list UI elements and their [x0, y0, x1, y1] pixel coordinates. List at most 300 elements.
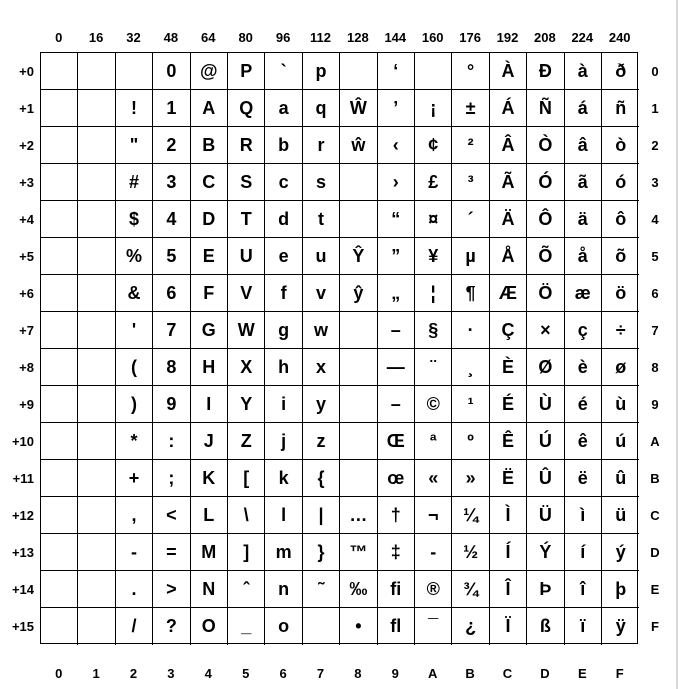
glyph-cell	[41, 238, 78, 275]
glyph-cell	[41, 608, 78, 645]
column-hex-label: A	[428, 666, 438, 681]
glyph-cell: Õ	[527, 238, 564, 275]
glyph-cell: ú	[602, 423, 639, 460]
glyph-cell: (	[116, 349, 153, 386]
glyph-cell: ×	[527, 312, 564, 349]
glyph-cell: ÿ	[615, 616, 626, 636]
glyph-cell: e	[265, 238, 302, 275]
glyph-cell: -	[116, 534, 153, 571]
glyph-cell: Ù	[527, 386, 564, 423]
row-header: +8	[19, 360, 34, 375]
glyph-cell: Ô	[527, 201, 564, 238]
row-header: +9	[19, 397, 34, 412]
glyph-cell: ›	[378, 164, 415, 201]
glyph-cell: K	[191, 460, 228, 497]
glyph-cell: d	[265, 201, 302, 238]
glyph-cell: î	[565, 571, 602, 608]
glyph-cell: J	[191, 423, 228, 460]
glyph-cell: Î	[490, 571, 527, 608]
glyph-cell	[41, 386, 78, 423]
glyph-cell: f	[265, 275, 302, 312]
glyph-cell: á	[565, 90, 602, 127]
glyph-cell: Í	[490, 534, 527, 571]
glyph-cell	[78, 201, 115, 238]
glyph-cell: o	[265, 608, 302, 645]
glyph-cell	[78, 53, 115, 90]
glyph-cell	[340, 460, 377, 497]
glyph-cell: 8	[153, 349, 190, 386]
glyph-cell: ²	[452, 127, 489, 164]
glyph-cell: Ä	[490, 201, 527, 238]
column-header: 208	[534, 30, 556, 45]
glyph-cell: –	[378, 312, 415, 349]
glyph-cell	[41, 571, 78, 608]
glyph-cell: _	[228, 608, 265, 645]
glyph-cell: ì	[565, 497, 602, 534]
glyph-cell: µ	[452, 238, 489, 275]
glyph-cell: é	[565, 386, 602, 423]
glyph-cell: æ	[565, 275, 602, 312]
column-header: 176	[459, 30, 481, 45]
glyph-cell: ﬂ	[378, 608, 415, 645]
glyph-cell: •	[340, 608, 377, 645]
glyph-cell: 6	[153, 275, 190, 312]
glyph-cell: ¾	[452, 571, 489, 608]
glyph-cell: ½	[452, 534, 489, 571]
glyph-cell	[41, 460, 78, 497]
glyph-cell: G	[191, 312, 228, 349]
glyph-cell: ±	[452, 90, 489, 127]
glyph-cell: ”	[378, 238, 415, 275]
glyph-cell: `	[265, 53, 302, 90]
glyph-cell: a	[265, 90, 302, 127]
glyph-cell: ‡	[378, 534, 415, 571]
glyph-cell: Ŷ	[340, 238, 377, 275]
glyph-cell	[41, 90, 78, 127]
glyph-cell: V	[228, 275, 265, 312]
glyph-cell	[41, 127, 78, 164]
glyph-cell: ß	[527, 608, 564, 645]
glyph-cell	[78, 497, 115, 534]
glyph-cell	[41, 312, 78, 349]
column-hex-label: 8	[354, 666, 362, 681]
glyph-cell: À	[490, 53, 527, 90]
glyph-cell: L	[191, 497, 228, 534]
glyph-cell: É	[490, 386, 527, 423]
glyph-cell: Ê	[490, 423, 527, 460]
glyph-cell	[340, 312, 377, 349]
glyph-cell: 2	[153, 127, 190, 164]
glyph-cell: l	[265, 497, 302, 534]
row-header: +12	[11, 508, 34, 523]
glyph-cell: Ø	[527, 349, 564, 386]
row-hex-label: 9	[651, 397, 659, 412]
glyph-cell: Æ	[490, 275, 527, 312]
glyph-cell: ·	[452, 312, 489, 349]
glyph-cell	[41, 534, 78, 571]
glyph-cell	[78, 164, 115, 201]
glyph-cell: 0	[153, 53, 190, 90]
glyph-cell: ¥	[415, 238, 452, 275]
row-hex-label: 6	[651, 286, 659, 301]
glyph-cell: ÷	[602, 312, 639, 349]
glyph-cell: †	[378, 497, 415, 534]
glyph-cell: ª	[415, 423, 452, 460]
column-header: 96	[275, 30, 291, 45]
glyph-cell: ¦	[415, 275, 452, 312]
glyph-cell: Ý	[527, 534, 564, 571]
glyph-cell	[41, 497, 78, 534]
glyph-cell	[415, 53, 452, 90]
glyph-cell: n	[265, 571, 302, 608]
glyph-cell: ¿	[452, 608, 489, 645]
glyph-cell: %	[116, 238, 153, 275]
glyph-cell: “	[378, 201, 415, 238]
glyph-cell: ó	[602, 164, 639, 201]
glyph-cell: ŵ	[340, 127, 377, 164]
glyph-cell: w	[303, 312, 340, 349]
row-header: +10	[11, 434, 34, 449]
glyph-cell: õ	[602, 238, 639, 275]
glyph-cell: ®	[415, 571, 452, 608]
glyph-cell	[78, 608, 115, 645]
glyph-cell: ø	[602, 349, 639, 386]
glyph-cell: C	[191, 164, 228, 201]
glyph-cell: è	[565, 349, 602, 386]
column-hex-label: 5	[242, 666, 250, 681]
glyph-cell: Ç	[490, 312, 527, 349]
column-header: 48	[163, 30, 179, 45]
glyph-cell: S	[228, 164, 265, 201]
glyph-cell: u	[303, 238, 340, 275]
column-hex-label: D	[540, 666, 550, 681]
glyph-cell: &	[116, 275, 153, 312]
glyph-cell: Ú	[527, 423, 564, 460]
row-hex-label: 0	[651, 64, 659, 79]
row-header: +14	[11, 582, 34, 597]
glyph-cell: 7	[153, 312, 190, 349]
glyph-cell: ö	[602, 275, 639, 312]
glyph-cell: ð	[602, 53, 639, 90]
glyph-cell: z	[303, 423, 340, 460]
glyph-cell: ‘	[378, 53, 415, 90]
glyph-cell: D	[191, 201, 228, 238]
glyph-cell: Ö	[527, 275, 564, 312]
glyph-cell: ;	[153, 460, 190, 497]
row-hex-label: 8	[651, 360, 659, 375]
column-header: 32	[126, 30, 141, 45]
row-header: +0	[19, 64, 34, 79]
glyph-cell: y	[303, 386, 340, 423]
glyph-cell: !	[116, 90, 153, 127]
glyph-cell: ŷ	[340, 275, 377, 312]
glyph-cell: …	[340, 497, 377, 534]
glyph-cell: ä	[565, 201, 602, 238]
glyph-cell	[78, 386, 115, 423]
glyph-cell	[78, 534, 115, 571]
row-hex-label: D	[650, 545, 660, 560]
glyph-cell: ¨	[415, 349, 452, 386]
glyph-cell: 4	[153, 201, 190, 238]
glyph-cell: "	[116, 127, 153, 164]
glyph-cell: Ñ	[527, 90, 564, 127]
glyph-cell: â	[565, 127, 602, 164]
glyph-cell: H	[191, 349, 228, 386]
glyph-cell: ë	[565, 460, 602, 497]
glyph-cell	[41, 53, 78, 90]
row-hex-label: 5	[651, 249, 659, 264]
glyph-cell: Ò	[527, 127, 564, 164]
glyph-cell: Ŵ	[340, 90, 377, 127]
glyph-cell: Û	[527, 460, 564, 497]
glyph-cell: Q	[228, 90, 265, 127]
glyph-cell: .	[116, 571, 153, 608]
glyph-cell	[78, 312, 115, 349]
glyph-cell: –	[378, 386, 415, 423]
glyph-cell: F	[191, 275, 228, 312]
row-hex-label: 1	[651, 101, 659, 116]
glyph-cell: N	[191, 571, 228, 608]
glyph-cell: Å	[490, 238, 527, 275]
glyph-cell: »	[452, 460, 489, 497]
glyph-cell: ý	[602, 534, 639, 571]
glyph-cell: £	[415, 164, 452, 201]
row-header: +15	[11, 619, 34, 634]
glyph-cell: ê	[565, 423, 602, 460]
row-hex-label: F	[651, 619, 659, 634]
glyph-cell: Â	[490, 127, 527, 164]
glyph-cell	[78, 238, 115, 275]
glyph-cell: {	[303, 460, 340, 497]
glyph-cell: q	[303, 90, 340, 127]
column-hex-label: 4	[204, 666, 212, 681]
glyph-cell: :	[153, 423, 190, 460]
glyph-cell	[340, 349, 377, 386]
glyph-cell: Á	[490, 90, 527, 127]
row-header: +3	[19, 175, 34, 190]
glyph-cell: ¢	[415, 127, 452, 164]
glyph-cell: /	[116, 608, 153, 645]
column-header: 240	[608, 30, 631, 45]
glyph-cell: 9	[153, 386, 190, 423]
glyph-cell	[41, 275, 78, 312]
glyph-cell: °	[452, 53, 489, 90]
glyph-cell	[41, 349, 78, 386]
glyph-cell: k	[265, 460, 302, 497]
glyph-cell: Þ	[527, 571, 564, 608]
glyph-cell: þ	[602, 571, 639, 608]
glyph-cell: U	[228, 238, 265, 275]
glyph-cell	[340, 164, 377, 201]
glyph-cell: x	[303, 349, 340, 386]
glyph-cell: A	[191, 90, 228, 127]
column-hex-label: 2	[129, 666, 138, 681]
glyph-cell: h	[265, 349, 302, 386]
row-header: +5	[19, 249, 34, 264]
glyph-cell: ˜	[303, 571, 340, 608]
glyph-cell: g	[265, 312, 302, 349]
column-hex-label: 7	[316, 666, 325, 681]
column-hex-label: E	[577, 666, 587, 681]
glyph-cell: Ã	[490, 164, 527, 201]
glyph-cell: ¼	[452, 497, 489, 534]
glyph-cell: |	[303, 497, 340, 534]
glyph-cell: È	[490, 349, 527, 386]
glyph-cell: #	[116, 164, 153, 201]
glyph-cell: ï	[565, 608, 602, 645]
glyph-cell: i	[265, 386, 302, 423]
glyph-cell: p	[303, 53, 340, 90]
glyph-cell	[340, 201, 377, 238]
glyph-cell: c	[265, 164, 302, 201]
glyph-cell: E	[191, 238, 228, 275]
glyph-cell: j	[265, 423, 302, 460]
glyph-cell: ñ	[602, 90, 639, 127]
glyph-cell: P	[228, 53, 265, 90]
glyph-cell: Ð	[527, 53, 564, 90]
glyph-cell	[78, 275, 115, 312]
glyph-cell: Y	[228, 386, 265, 423]
column-header: 144	[384, 30, 407, 45]
glyph-cell	[41, 423, 78, 460]
column-hex-label: 9	[391, 666, 399, 681]
column-hex-label: C	[502, 666, 513, 681]
glyph-cell: Z	[228, 423, 265, 460]
column-hex-label: 0	[55, 666, 63, 681]
glyph-cell: œ	[378, 460, 415, 497]
glyph-cell	[78, 90, 115, 127]
glyph-cell: B	[191, 127, 228, 164]
glyph-cell: ™	[340, 534, 377, 571]
glyph-cell: X	[228, 349, 265, 386]
glyph-cell: 3	[153, 164, 190, 201]
glyph-cell: ò	[602, 127, 639, 164]
glyph-cell: R	[228, 127, 265, 164]
glyph-cell: ¯	[415, 608, 452, 645]
glyph-cell: v	[303, 275, 340, 312]
row-header: +11	[12, 471, 34, 486]
row-header: +7	[19, 323, 34, 338]
glyph-cell: ô	[602, 201, 639, 238]
glyph-cell	[116, 53, 153, 90]
glyph-cell: Œ	[378, 423, 415, 460]
column-header: 224	[571, 30, 594, 45]
row-hex-label: 3	[651, 175, 659, 190]
glyph-cell: ‹	[378, 127, 415, 164]
glyph-cell: Ó	[527, 164, 564, 201]
character-grid	[40, 52, 638, 644]
glyph-cell	[78, 571, 115, 608]
row-hex-label: E	[650, 582, 660, 597]
glyph-cell	[78, 349, 115, 386]
glyph-cell: >	[153, 571, 190, 608]
glyph-cell: \	[228, 497, 265, 534]
glyph-cell: b	[265, 127, 302, 164]
glyph-cell: ã	[565, 164, 602, 201]
glyph-cell: „	[378, 275, 415, 312]
glyph-cell: t	[303, 201, 340, 238]
glyph-cell	[41, 201, 78, 238]
glyph-cell: '	[116, 312, 153, 349]
glyph-cell: Ë	[490, 460, 527, 497]
glyph-cell: }	[303, 534, 340, 571]
glyph-cell: í	[565, 534, 602, 571]
row-hex-label: 7	[651, 323, 659, 338]
glyph-cell: ¸	[452, 349, 489, 386]
column-header: 112	[310, 30, 331, 45]
row-hex-label: B	[650, 471, 660, 486]
row-header: +2	[19, 138, 34, 153]
glyph-cell: ´	[452, 201, 489, 238]
glyph-cell: ç	[565, 312, 602, 349]
glyph-cell: ]	[228, 534, 265, 571]
glyph-cell: =	[153, 534, 190, 571]
glyph-cell: ‰	[340, 571, 377, 608]
glyph-cell: <	[153, 497, 190, 534]
glyph-cell: -	[415, 534, 452, 571]
glyph-cell: ˆ	[228, 571, 265, 608]
glyph-cell	[340, 53, 377, 90]
glyph-cell: *	[116, 423, 153, 460]
glyph-cell: m	[265, 534, 302, 571]
glyph-cell	[340, 423, 377, 460]
column-header: 0	[55, 30, 63, 45]
glyph-cell: Ì	[490, 497, 527, 534]
glyph-cell	[303, 608, 340, 645]
glyph-cell: Ï	[490, 608, 527, 645]
column-header: 160	[421, 30, 444, 45]
glyph-cell: r	[303, 127, 340, 164]
glyph-cell: ’	[378, 90, 415, 127]
row-header: +6	[19, 286, 34, 301]
glyph-cell: ¶	[452, 275, 489, 312]
glyph-cell	[41, 164, 78, 201]
row-header: +1	[19, 101, 34, 116]
glyph-cell: ¡	[415, 90, 452, 127]
row-hex-label: 4	[651, 212, 659, 227]
glyph-cell: «	[415, 460, 452, 497]
glyph-cell: O	[191, 608, 228, 645]
column-header: 192	[496, 30, 519, 45]
glyph-cell: §	[415, 312, 452, 349]
glyph-cell: ﬁ	[378, 571, 415, 608]
row-header: +4	[19, 212, 34, 227]
glyph-cell: 1	[153, 90, 190, 127]
glyph-cell: M	[191, 534, 228, 571]
glyph-cell: [	[228, 460, 265, 497]
glyph-cell: ¬	[415, 497, 452, 534]
glyph-cell: $	[116, 201, 153, 238]
glyph-cell: û	[602, 460, 639, 497]
column-header: 80	[238, 30, 253, 45]
glyph-cell: 5	[153, 238, 190, 275]
glyph-cell: ¹	[452, 386, 489, 423]
row-hex-label: C	[650, 508, 660, 523]
glyph-cell: )	[116, 386, 153, 423]
glyph-cell: I	[191, 386, 228, 423]
glyph-cell	[78, 127, 115, 164]
row-header: +13	[11, 545, 34, 560]
glyph-cell	[78, 423, 115, 460]
glyph-cell: ü	[602, 497, 639, 534]
glyph-cell: @	[191, 53, 228, 90]
column-header: 16	[88, 30, 104, 45]
glyph-cell: ³	[452, 164, 489, 201]
glyph-cell: ,	[116, 497, 153, 534]
column-hex-label: B	[465, 666, 475, 681]
column-hex-label: 3	[167, 666, 175, 681]
glyph-cell	[78, 460, 115, 497]
